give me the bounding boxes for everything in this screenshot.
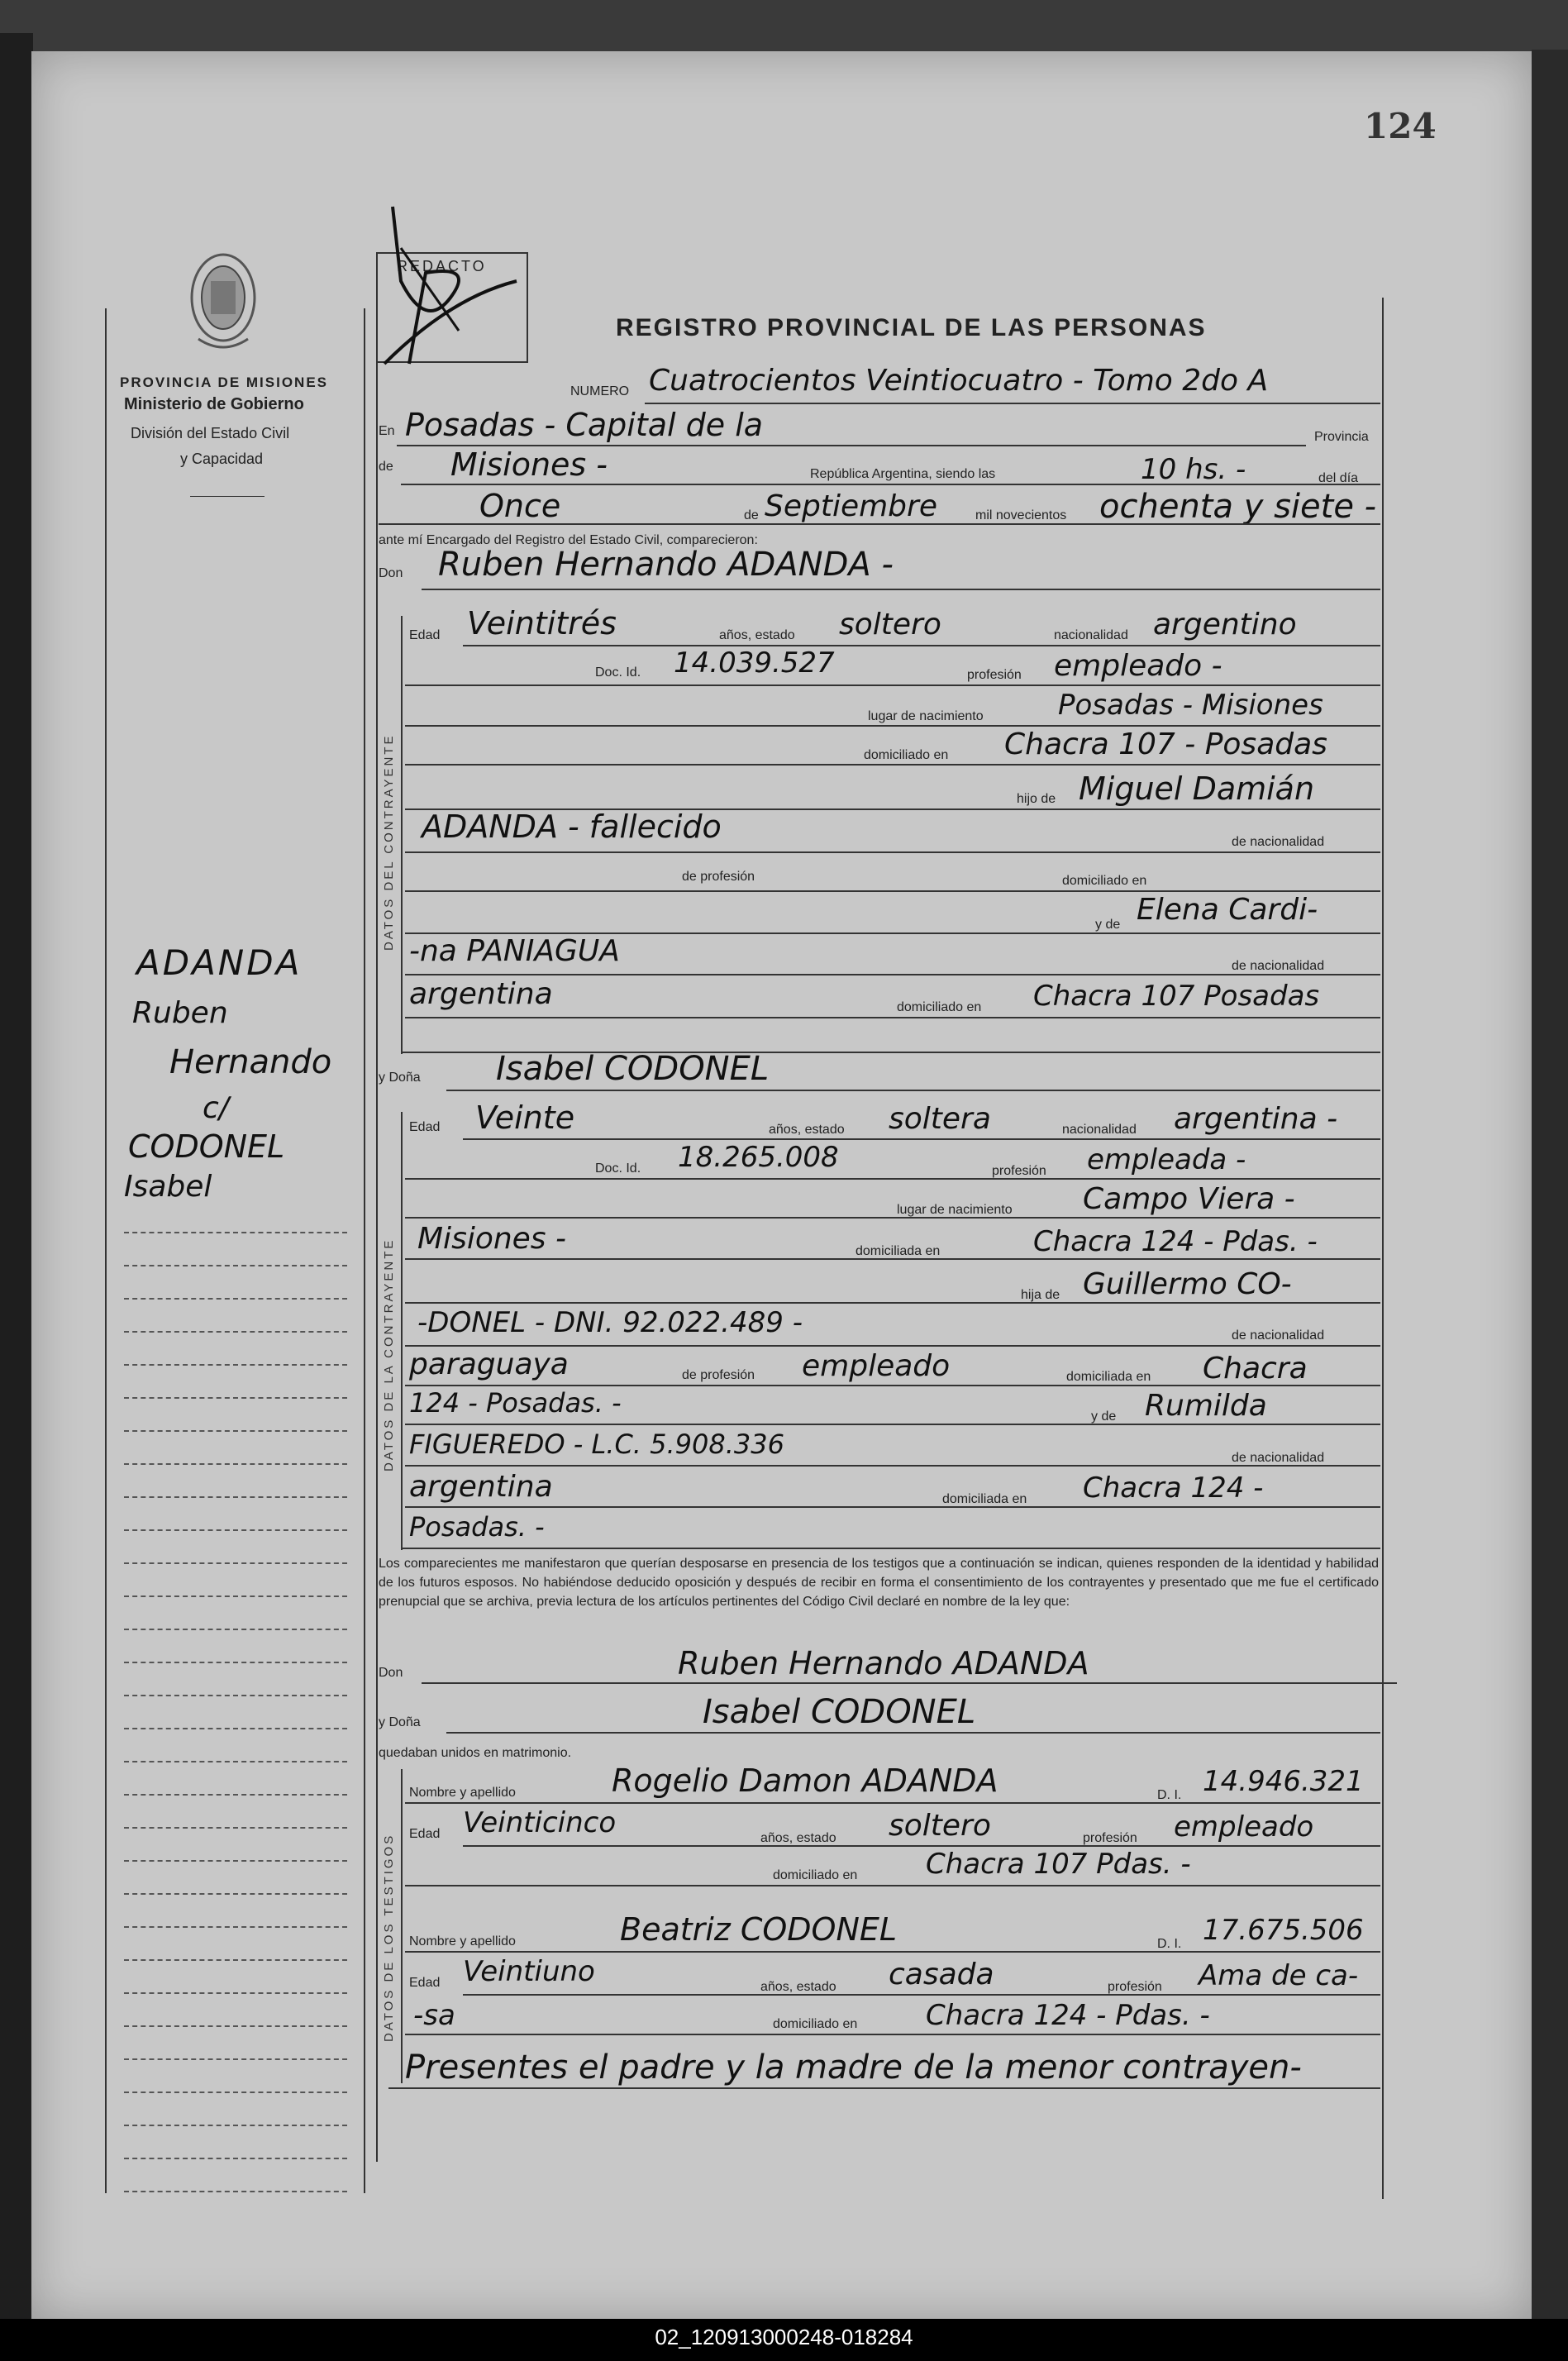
label-padre1-nac: de nacionalidad [1232,835,1325,849]
value-en: Posadas - Capital de la [405,407,764,443]
value-t1-estado: soltero [889,1809,991,1843]
value-mes: Septiembre [765,489,937,523]
line-madre1dom [405,1017,1380,1018]
margin-left-border [105,308,107,2193]
value-t2-prof2: -sa [413,1999,455,2032]
margin-note-with: c/ [203,1091,229,1125]
value-madre1a: Elena Cardi- [1137,893,1318,927]
label-quedaban: quedaban unidos en matrimonio. [379,1746,572,1760]
label-numero: NUMERO [570,384,630,398]
line-padre1 [405,851,1380,853]
margin-guide-line [124,1463,347,1465]
label-provincia: Provincia [1314,430,1369,444]
margin-guide-line [124,1695,347,1696]
margin-guide-line [124,1728,347,1729]
line-de [401,484,1380,485]
value-madre2dom: Chacra 124 - [1083,1471,1264,1505]
ministry-label: Ministerio de Gobierno [124,395,304,413]
label-datos-contrayente: DATOS DEL CONTRAYENTE [382,733,396,951]
value-padre2prof: empleado [802,1349,951,1383]
label-t1-prof: profesión [1083,1831,1137,1845]
label-don: Don [379,566,403,580]
label-madre1-nac: de nacionalidad [1232,959,1325,973]
margin-guide-line [124,1893,347,1895]
margin-guide-line [124,2125,347,2126]
label-t1-di: D. I. [1157,1788,1182,1802]
label-nacionalidad2: nacionalidad [1062,1123,1137,1137]
label-t1-nombre: Nombre y apellido [409,1786,516,1800]
value-decl-don: Ruben Hernando ADANDA [678,1645,1089,1681]
label-lugar1: lugar de nacimiento [868,709,984,723]
label-t1-dom: domiciliado en [773,1868,858,1882]
line-decl-don [422,1682,1397,1684]
contrayente-inner-border [401,616,403,1054]
line-decl-dona [446,1732,1380,1734]
label-doc1: Doc. Id. [595,665,641,680]
margin-guide-line [124,1629,347,1630]
value-hija2: Guillermo CO- [1083,1267,1292,1301]
label-prof1: profesión [967,668,1022,682]
label-en: En [379,424,395,438]
margin-note-surname2: CODONEL [128,1128,285,1165]
margin-guide-line [124,1761,347,1762]
value-final-line: Presentes el padre y la madre de la menor contrayen- [405,2049,1302,2087]
value-hora: 10 hs. - [1141,453,1246,486]
value-dona: Isabel CODONEL [496,1050,770,1088]
coat-of-arms-emblem [186,248,260,355]
value-padre2dom2: 124 - Posadas. - [409,1387,622,1419]
province-label: PROVINCIA DE MISIONES [120,374,329,390]
margin-guide-line [124,1860,347,1862]
margin-note-surname: ADANDA [136,942,303,983]
value-estado2: soltera [889,1102,991,1136]
line-padre2nac [405,1385,1380,1386]
line-lugar2 [405,1217,1380,1219]
label-dom1: domiciliado en [864,748,949,762]
label-t2-di: D. I. [1157,1937,1182,1951]
label-hijo1: hijo de [1017,792,1056,806]
line-madre1b [405,974,1380,975]
line-edad1 [463,645,1380,646]
margin-guide-line [124,1331,347,1333]
label-padre1-prof: de profesión [682,870,755,884]
line-t1-nombre [405,1802,1380,1804]
label-prof2: profesión [992,1164,1046,1178]
label-madre2-dom: domiciliada en [942,1492,1027,1506]
margin-guide-line [124,1595,347,1597]
label-madre2-nac: de nacionalidad [1232,1451,1325,1465]
form-left-border [376,360,378,2162]
line-dona [446,1090,1380,1091]
label-y-de1: y de [1095,918,1121,932]
value-madre1nac: argentina [409,977,553,1011]
value-madre2nac: argentina [409,1470,553,1504]
value-t1-nombre: Rogelio Damon ADANDA [612,1762,998,1799]
margin-guide-line [124,1265,347,1266]
margin-guide-line [124,1298,347,1300]
form-right-border [1382,298,1384,2199]
value-lugar2a: Campo Viera - [1083,1182,1295,1216]
value-nac1: argentino [1153,608,1297,642]
margin-guide-line [124,1232,347,1233]
line-madre2 [405,1424,1380,1425]
margin-guide-line [124,2025,347,2027]
margin-note-name2: Isabel [124,1170,212,1204]
margin-guide-line [124,1926,347,1928]
margin-guide-line [124,1364,347,1366]
capacity-label: y Capacidad [180,451,264,467]
margin-note-name: Ruben [132,996,228,1030]
label-hija2: hija de [1021,1288,1060,1302]
label-datos-la-contrayente: DATOS DE LA CONTRAYENTE [382,1238,396,1471]
value-doc1: 14.039.527 [674,646,835,680]
line-t1-edad [463,1845,1380,1847]
label-nacionalidad1: nacionalidad [1054,628,1128,642]
value-madre2dom2: Posadas. - [409,1511,545,1543]
value-edad2: Veinte [475,1099,575,1136]
value-t2-prof: Ama de ca- [1199,1959,1359,1992]
label-datos-testigos: DATOS DE LOS TESTIGOS [382,1833,396,2042]
page-number: 124 [1364,106,1437,146]
label-t1-anos-estado: años, estado [760,1831,836,1845]
value-hijo1: Miguel Damián [1079,770,1315,807]
label-edad1: Edad [409,628,441,642]
line-padre1-prof [405,890,1380,892]
value-doc2: 18.265.008 [678,1141,839,1174]
line-dom1 [405,764,1380,766]
value-t1-edad: Veinticinco [463,1806,617,1839]
value-estado1: soltero [839,608,941,642]
value-padre2dom: Chacra [1203,1352,1308,1386]
label-padre1-dom: domiciliado en [1062,874,1147,888]
line-doc2 [405,1178,1380,1180]
label-t2-prof: profesión [1108,1980,1162,1994]
line-t2-edad [463,1994,1380,1996]
margin-guide-line [124,2191,347,2192]
line-contrayente2-end [401,1548,1380,1549]
value-dom2: Chacra 124 - Pdas. - [1033,1225,1318,1258]
contrayente2-inner-border [401,1112,403,1550]
line-madre2dom [405,1506,1380,1508]
signature-mark [376,198,525,380]
value-t1-di: 14.946.321 [1203,1765,1364,1798]
value-prof2: empleada - [1087,1143,1246,1176]
value-numero: Cuatrocientos Veintiocuatro - Tomo 2do A [649,364,1269,398]
line-t1-dom [405,1885,1380,1886]
line-edad2 [463,1138,1380,1140]
book-binding [0,33,33,2331]
declaration-paragraph: Los comparecientes me manifestaron que querían desposarse en presencia de los testigos que a continuación se indican, quienes responden de la identidad y habilidad de los futuros esposos. No habiéndose deducido oposición y después de recibir en forma el consentimiento de los contrayentes y presentado que me fue el certificado prenupcial que se archiva, previa lectura de los artículos pertinentes del Código Civil declaré en nombre de la ley que: [379,1557,1379,1609]
label-padre2-dom: domiciliada en [1066,1370,1151,1384]
line-fecha [379,523,1380,525]
margin-guide-line [124,1959,347,1961]
margin-guide-line [124,1992,347,1994]
margin-guide-line [124,1430,347,1432]
label-padre2-nac: de nacionalidad [1232,1328,1325,1343]
label-mil-novecientos: mil novecientos [975,508,1067,522]
testigos-inner-border [401,1769,403,2083]
label-de: de [379,460,393,474]
label-anos-estado1: años, estado [719,628,795,642]
label-decl-don: Don [379,1666,403,1680]
value-provincia: Misiones - [450,446,608,483]
value-t2-dom: Chacra 124 - Pdas. - [926,1999,1210,2032]
label-t2-nombre: Nombre y apellido [409,1934,516,1948]
label-anos-estado2: años, estado [769,1123,845,1137]
value-edad1: Veintitrés [467,605,617,642]
label-edad2: Edad [409,1120,441,1134]
value-t1-dom: Chacra 107 Pdas. - [926,1848,1191,1881]
value-anio: ochenta y siete - [1099,488,1377,526]
line-dom2 [405,1258,1380,1260]
value-t2-nombre: Beatriz CODONEL [620,1911,898,1948]
value-prof1: empleado - [1054,649,1222,683]
value-padre2: -DONEL - DNI. 92.022.489 - [417,1306,803,1339]
line-doc1 [405,684,1380,686]
label-madre1-dom: domiciliado en [897,1000,982,1014]
label-t1-edad: Edad [409,1827,441,1841]
line-t2-nombre [405,1951,1380,1953]
label-republica: República Argentina, siendo las [810,467,996,481]
registry-title: REGISTRO PROVINCIAL DE LAS PERSONAS [616,314,1207,341]
value-t1-prof: empleado [1174,1810,1314,1843]
label-t2-dom: domiciliado en [773,2017,858,2031]
label-t2-anos-estado: años, estado [760,1980,836,1994]
label-del-dia: del día [1318,471,1359,485]
value-padre2nac: paraguaya [409,1347,569,1381]
line-padre2 [405,1345,1380,1347]
value-t2-edad: Veintiuno [463,1955,595,1988]
label-doc2: Doc. Id. [595,1161,641,1176]
value-lugar1: Posadas - Misiones [1058,689,1323,722]
line-don [422,589,1380,590]
line-hija2 [405,1302,1380,1304]
division-label: División del Estado Civil [131,425,290,441]
margin-guide-line [124,1496,347,1498]
value-dia: Once [479,488,561,524]
value-t2-estado: casada [889,1958,994,1991]
label-decl-dona: y Doña [379,1715,421,1729]
margin-note-middle: Hernando [169,1043,332,1081]
margin-guide-line [124,2092,347,2093]
margin-guide-line [124,1662,347,1663]
line-madre2b [405,1465,1380,1467]
line-final [388,2087,1380,2089]
margin-guide-line [124,1827,347,1829]
margin-guide-line [124,1397,347,1399]
label-ante-mi: ante mí Encargado del Registro del Estado Civil, comparecieron: [379,533,758,547]
header-divider [190,496,265,497]
margin-guide-line [124,1529,347,1531]
value-t2-di: 17.675.506 [1203,1914,1364,1947]
value-madre1dom: Chacra 107 Posadas [1033,980,1320,1013]
label-lugar2: lugar de nacimiento [897,1203,1013,1217]
label-t2-edad: Edad [409,1976,441,1990]
margin-right-border [364,308,365,2193]
value-dom1: Chacra 107 - Posadas [1004,727,1327,761]
margin-guide-line [124,2158,347,2159]
margin-guide-line [124,1562,347,1564]
line-numero [645,403,1380,404]
label-padre2-prof: de profesión [682,1368,755,1382]
value-madre1b: -na PANIAGUA [409,934,620,968]
value-padre1: ADANDA - fallecido [422,808,722,845]
label-dom2: domiciliada en [855,1244,941,1258]
label-de2: de [744,508,759,522]
redacto-label: REDACTO [397,258,487,274]
value-madre2: Rumilda [1145,1389,1267,1423]
label-y-de2: y de [1091,1409,1117,1424]
margin-guide-line [124,1794,347,1796]
value-decl-dona: Isabel CODONEL [703,1693,976,1731]
image-caption: 02_120913000248-018284 [655,2325,913,2349]
value-nac2: argentina - [1174,1102,1338,1136]
label-y-dona: y Doña [379,1071,421,1085]
value-madre2b: FIGUEREDO - L.C. 5.908.336 [409,1429,784,1460]
page-edge [1532,50,1568,2331]
margin-guide-line [124,2058,347,2060]
line-lugar1 [405,725,1380,727]
line-t2-dom [405,2034,1380,2035]
value-lugar2b: Misiones - [417,1222,566,1256]
value-don: Ruben Hernando ADANDA - [438,546,894,584]
